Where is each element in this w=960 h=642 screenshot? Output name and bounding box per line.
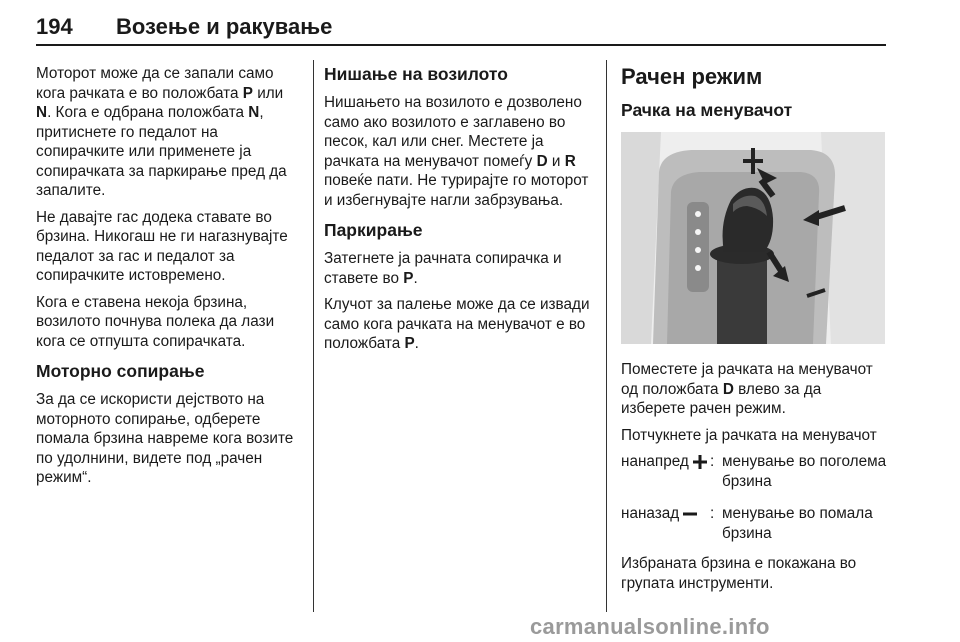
paragraph-ignition-key: Клучот за палење може да се извади само кога рачката на менувачот е во положбата P. [324, 296, 590, 352]
paragraph-engine-start: Моторот може да се запали само кога рачката е во положбата P или N. Кога е одбрана положбата N, притиснете го педалот на сопирачките или применете ја сопирачката за паркирање пред да запалите. [36, 65, 287, 199]
column-divider-1 [313, 60, 314, 612]
paragraph-gear-display: Избраната брзина е покажана во групата инструменти. [621, 555, 857, 592]
header-rule [36, 44, 886, 46]
column-left [36, 64, 302, 495]
heading-parking: Паркирање [324, 220, 423, 240]
paragraph-throttle: Не давајте гас додека ставате во брзина. Никогаш не ги нагазнувајте педалот за гас и педалот за сопирачките истовремено. [36, 208, 288, 284]
paragraph-tap-lever: Потчукнете ја рачката на менувачот [621, 426, 877, 444]
heading-rocking: Нишање на возилото [324, 64, 508, 84]
paragraph-manual-select: Поместете ја рачката на менувачот од положбата D влево за да изберете рачен режим. [621, 361, 873, 417]
downshift-description: менување во помала брзина [722, 505, 873, 542]
column-middle [324, 64, 592, 361]
page-number: 194 [36, 14, 73, 39]
downshift-label: наназад [621, 505, 680, 522]
upshift-label: нанапред [621, 453, 689, 470]
column-divider-2 [606, 60, 607, 612]
column-right-lower [621, 360, 887, 600]
paragraph-rocking: Нишањето на возилото е дозволено само ако возилото е заглавено во песок, кал или снег. Местете ја рачката на менувачот помеѓу D и R повеќе пати. Не турирајте го моторот и избегнувајте нагли забрзувања. [324, 94, 589, 209]
upshift-separator: : [710, 453, 715, 470]
plus-icon [693, 455, 707, 469]
downshift-separator: : [710, 505, 715, 522]
selector-lever-illustration [621, 132, 885, 344]
page-title: Возење и ракување [116, 14, 333, 39]
column-right [621, 64, 887, 129]
upshift-description: менување во поголема брзина [722, 453, 887, 490]
downshift-row [621, 504, 887, 548]
paragraph-parking: Затегнете ја рачната сопирачка и ставете во P. [324, 250, 562, 287]
page-header [36, 10, 886, 46]
heading-selector-lever: Рачка на менувачот [621, 100, 793, 120]
minus-icon [683, 507, 697, 521]
watermark: carmanualsonline.info [530, 614, 770, 639]
heading-manual-mode: Рачен режим [621, 64, 763, 89]
upshift-row [621, 452, 887, 496]
paragraph-creep: Кога е ставена некоја брзина, возилото почнува полека да лази кога се отпушта сопирачката. [36, 293, 275, 350]
heading-engine-braking: Моторно сопирање [36, 361, 205, 381]
paragraph-engine-braking: За да се искористи дејството на моторното сопирање, одберете помала брзина навреме кога возите по удолнини, видете под „рачен режим“. [36, 391, 294, 486]
